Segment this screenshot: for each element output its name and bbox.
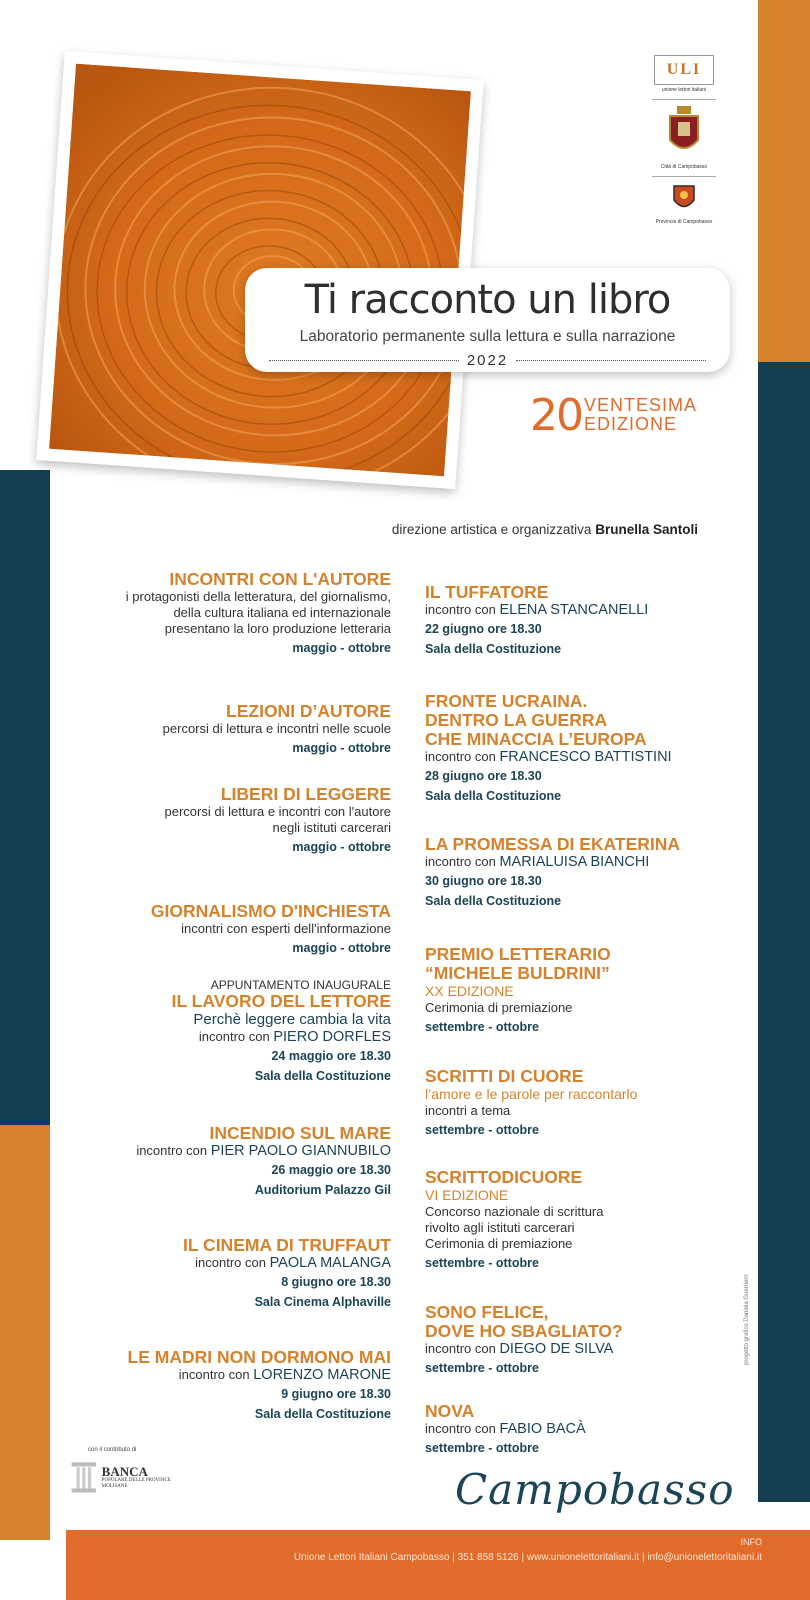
city-signature: Campobasso <box>455 1465 735 1514</box>
event-title: IL TUFFATORE <box>425 582 549 602</box>
event-place: Sala della Costituzione <box>254 1407 391 1421</box>
direction-label: direzione artistica e organizzativa <box>391 522 592 537</box>
director-name: Brunella Santoli <box>595 522 698 537</box>
dotted-rule-left <box>269 360 459 361</box>
event-title-line: CHE MINACCIA L’EUROPA <box>425 729 647 749</box>
event-title: SCRITTODICUORE <box>425 1167 583 1187</box>
event-with: incontro con <box>136 1143 208 1158</box>
event-description: i protagonisti della letteratura, del giornalismo, <box>125 589 391 604</box>
dotted-rule-right <box>516 360 706 361</box>
event-guest-line <box>425 1341 745 1357</box>
event-place: Sala della Costituzione <box>254 1069 391 1083</box>
column-icon <box>70 1457 98 1497</box>
uli-logo-caption: unione lettori italiani <box>661 87 707 93</box>
event-guest-line <box>60 1367 391 1383</box>
event-title: INCENDIO SUL MARE <box>209 1123 391 1143</box>
edition-mark <box>530 390 697 440</box>
event-title-line: DENTRO LA GUERRA <box>425 710 608 730</box>
footer-band <box>66 1530 810 1600</box>
event-date: 22 giugno ore 18.30 <box>425 622 542 636</box>
event-description: percorsi di lettura e incontri con l'autore <box>164 804 391 819</box>
provincia-crest-icon <box>672 183 696 213</box>
event-incendio-sul-mare <box>60 1124 391 1199</box>
event-la-promessa-di-ekaterina <box>425 835 745 910</box>
event-pretitle: APPUNTAMENTO INAUGURALE <box>210 978 391 992</box>
event-guest: FABIO BACÀ <box>499 1421 586 1437</box>
event-guest-line <box>425 749 745 765</box>
event-title: NOVA <box>425 1401 475 1421</box>
event-guest: PIERO DORFLES <box>273 1029 391 1045</box>
event-title: LIBERI DI LEGGERE <box>220 784 391 804</box>
event-subtitle: l’amore e le parole per raccontarlo <box>425 1086 638 1102</box>
page-subtitle: Laboratorio permanente sulla lettura e sulla narrazione <box>299 328 676 345</box>
event-guest: PIER PAOLO GIANNUBILO <box>210 1143 391 1159</box>
event-scritti-di-cuore <box>425 1067 745 1139</box>
comune-crest-icon <box>667 106 701 158</box>
logo-divider <box>652 176 716 177</box>
teal-band-left <box>0 470 50 1125</box>
event-period: maggio - ottobre <box>292 641 391 655</box>
event-with: incontro con <box>425 1341 496 1356</box>
orange-band-left <box>0 1125 50 1540</box>
event-description: rivolto agli istituti carcerari <box>425 1220 575 1235</box>
event-title: GIORNALISMO D'INCHIESTA <box>150 901 391 921</box>
event-title: INCONTRI CON L'AUTORE <box>169 569 391 589</box>
event-description: Cerimonia di premiazione <box>425 1236 573 1251</box>
event-guest: MARIALUISA BIANCHI <box>499 854 650 870</box>
edition-line-2: EDIZIONE <box>584 414 678 434</box>
uli-logo <box>654 55 714 85</box>
event-with: incontro con <box>425 749 496 764</box>
event-il-tuffatore <box>425 583 745 658</box>
event-tagline: Perchè leggere cambia la vita <box>193 1011 391 1028</box>
sponsor-caption: con il contributo di <box>88 1447 137 1453</box>
event-date: 8 giugno ore 18.30 <box>281 1275 391 1289</box>
event-with: incontro con <box>178 1367 250 1382</box>
event-period: maggio - ottobre <box>292 941 391 955</box>
event-fronte-ucraina <box>425 692 745 805</box>
event-guest: PAOLA MALANGA <box>269 1255 391 1271</box>
event-lezioni-d-autore <box>60 702 391 757</box>
bank-name: BANCA <box>101 1463 148 1479</box>
event-incontri-con-autore <box>60 570 391 657</box>
event-period: settembre - ottobre <box>425 1123 539 1137</box>
designer-credit: progetto grafico Daniela Guerriero <box>744 1274 750 1365</box>
event-place: Sala della Costituzione <box>425 789 562 803</box>
comune-caption: Città di Campobasso <box>660 164 708 170</box>
event-with: incontro con <box>425 1421 496 1436</box>
event-period: maggio - ottobre <box>292 741 391 755</box>
event-period: maggio - ottobre <box>292 840 391 854</box>
event-guest-line <box>60 1029 391 1045</box>
event-nova <box>425 1402 745 1457</box>
artistic-direction <box>392 522 698 537</box>
event-le-madri-non-dormono-mai <box>60 1348 391 1423</box>
event-description: incontri a tema <box>425 1103 511 1118</box>
event-subtitle: VI EDIZIONE <box>425 1187 509 1203</box>
event-il-lavoro-del-lettore <box>60 978 391 1085</box>
year-row <box>245 352 730 369</box>
event-place: Sala Cinema Alphaville <box>254 1295 391 1309</box>
orange-band-top-right <box>758 0 810 362</box>
event-title: LA PROMESSA DI EKATERINA <box>425 834 681 854</box>
event-description: Cerimonia di premiazione <box>425 1000 573 1015</box>
event-description: negli istituti carcerari <box>272 820 391 835</box>
event-description: incontri con esperti dell'informazione <box>181 921 391 936</box>
event-giornalismo-d-inchiesta <box>60 902 391 957</box>
event-title: IL LAVORO DEL LETTORE <box>171 991 391 1011</box>
event-description: percorsi di lettura e incontri nelle scuole <box>162 721 391 736</box>
event-date: 28 giugno ore 18.30 <box>425 769 542 783</box>
info-label: INFO <box>740 1537 762 1547</box>
event-guest-line <box>425 602 745 618</box>
event-title-line: PREMIO LETTERARIO <box>425 944 611 964</box>
logos-column <box>646 55 722 225</box>
event-guest-line <box>60 1143 391 1159</box>
event-date: 26 maggio ore 18.30 <box>271 1163 391 1177</box>
year-label: 2022 <box>466 352 509 369</box>
event-date: 9 giugno ore 18.30 <box>281 1387 391 1401</box>
event-title: SCRITTI DI CUORE <box>425 1066 584 1086</box>
page-title: Ti racconto un libro <box>304 277 671 323</box>
event-title-line: DOVE HO SBAGLIATO? <box>425 1321 623 1341</box>
edition-line-1: VENTESIMA <box>584 395 698 415</box>
event-period: settembre - ottobre <box>425 1441 539 1455</box>
event-title: IL CINEMA DI TRUFFAUT <box>182 1235 391 1255</box>
event-guest: DIEGO DE SILVA <box>499 1341 614 1357</box>
event-with: incontro con <box>425 602 496 617</box>
event-sono-felice <box>425 1303 745 1377</box>
event-guest-line <box>425 854 745 870</box>
event-date: 24 maggio ore 18.30 <box>271 1049 391 1063</box>
event-title: LEZIONI D’AUTORE <box>226 701 391 721</box>
event-scrittodicuore <box>425 1168 745 1272</box>
bank-name-small: POPOLARE DELLE PROVINCE MOLISANE <box>101 1477 171 1489</box>
event-il-cinema-di-truffaut <box>60 1236 391 1311</box>
event-period: settembre - ottobre <box>425 1256 539 1270</box>
event-guest: LORENZO MARONE <box>253 1367 391 1383</box>
event-place: Auditorium Palazzo Gil <box>254 1183 391 1197</box>
event-with: incontro con <box>198 1029 270 1044</box>
event-liberi-di-leggere <box>60 785 391 856</box>
event-description: Concorso nazionale di scrittura <box>425 1204 604 1219</box>
event-title-line: SONO FELICE, <box>425 1302 549 1322</box>
event-title-line: “MICHELE BULDRINI” <box>425 963 610 983</box>
event-description: presentano la loro produzione letteraria <box>164 621 391 636</box>
event-date: 30 giugno ore 18.30 <box>425 874 542 888</box>
teal-band-right <box>758 362 810 1502</box>
uli-logo-text: ULI <box>666 61 702 78</box>
event-period: settembre - ottobre <box>425 1361 539 1375</box>
event-guest-line <box>425 1421 745 1437</box>
event-description: della cultura italiana ed internazionale <box>173 605 391 620</box>
contact-info: Unione Lettori Italiani Campobasso | 351 858 5126 | www.unionelettoritaliani.it | info@unionelettoritaliani.it <box>293 1552 762 1563</box>
bank-logo <box>70 1457 180 1497</box>
logo-divider <box>652 99 716 100</box>
event-with: incontro con <box>425 854 496 869</box>
event-title-line: FRONTE UCRAINA. <box>425 691 588 711</box>
provincia-caption: Provincia di Campobasso <box>655 219 713 225</box>
event-place: Sala della Costituzione <box>425 642 562 656</box>
event-guest: ELENA STANCANELLI <box>499 602 649 618</box>
sponsor-block <box>70 1447 180 1497</box>
event-with: incontro con <box>195 1255 266 1270</box>
event-subtitle: XX EDIZIONE <box>425 983 514 999</box>
event-premio-letterario <box>425 945 745 1036</box>
edition-label <box>584 396 697 434</box>
edition-number: 20 <box>530 389 582 441</box>
event-title: LE MADRI NON DORMONO MAI <box>127 1347 391 1367</box>
event-guest: FRANCESCO BATTISTINI <box>499 749 672 765</box>
event-place: Sala della Costituzione <box>425 894 562 908</box>
event-period: settembre - ottobre <box>425 1020 539 1034</box>
event-guest-line <box>60 1255 391 1271</box>
title-box <box>245 268 730 372</box>
